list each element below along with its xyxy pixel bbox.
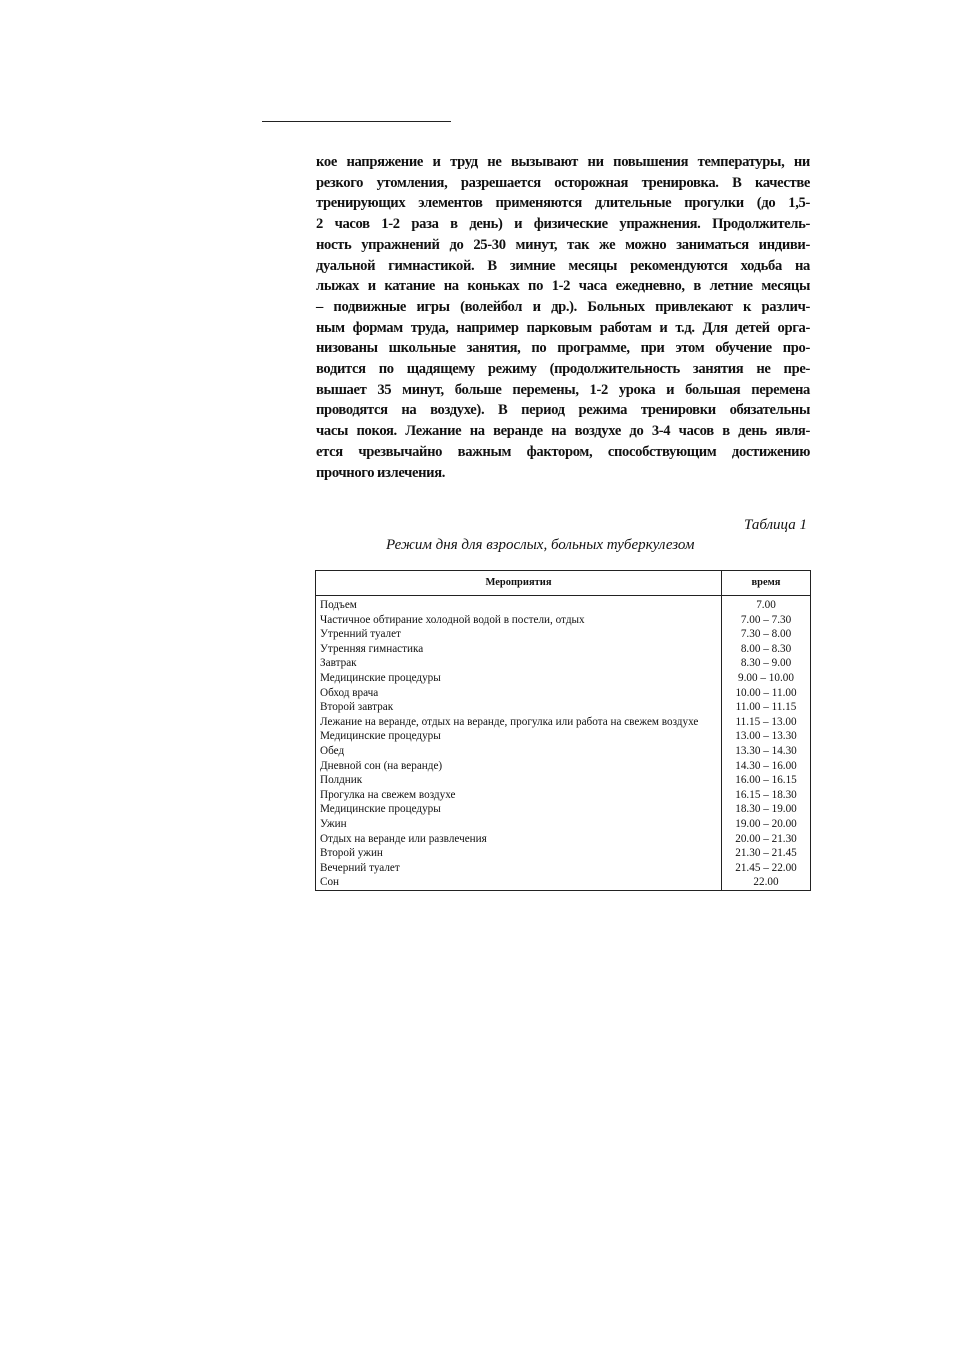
- time-cell: 22.00: [722, 875, 811, 890]
- activity-cell: Подъем: [316, 596, 722, 613]
- body-line: кое напряжение и труд не вызывают ни повышения температуры, ни: [316, 154, 810, 170]
- time-cell: 8.30 – 9.00: [722, 656, 811, 671]
- time-cell: 11.15 – 13.00: [722, 715, 811, 730]
- time-cell: 18.30 – 19.00: [722, 802, 811, 817]
- table-number-label: Таблица 1: [744, 517, 807, 533]
- table-row: [316, 671, 811, 686]
- table-row: [316, 656, 811, 671]
- table-header-row: [316, 571, 811, 596]
- table-row: [316, 700, 811, 715]
- time-cell: 21.30 – 21.45: [722, 846, 811, 861]
- time-cell: 16.15 – 18.30: [722, 788, 811, 803]
- activity-cell: Медицинские процедуры: [316, 671, 722, 686]
- body-line: тренирующих элементов применяются длительные прогулки (до 1,5-: [316, 195, 810, 212]
- table-row: [316, 715, 811, 730]
- table-row: [316, 788, 811, 803]
- footnote-rule: [262, 121, 451, 122]
- body-line: ность упражнений до 25-30 минут, так же можно заниматься индиви-: [316, 236, 810, 253]
- table-row: [316, 642, 811, 657]
- activity-cell: Обед: [316, 744, 722, 759]
- body-line: 2 часов 1-2 раза в день) и физические упражнения. Продолжитель-: [316, 216, 810, 233]
- activity-cell: Ужин: [316, 817, 722, 832]
- activity-cell: Сон: [316, 875, 722, 890]
- activity-cell: Обход врача: [316, 686, 722, 701]
- time-cell: 7.00: [722, 596, 811, 613]
- table-row: [316, 596, 811, 613]
- table-caption: Режим дня для взрослых, больных туберкулезом: [386, 537, 695, 553]
- activity-cell: [316, 715, 722, 730]
- table-row: [316, 613, 811, 628]
- table-row: [316, 759, 811, 774]
- body-line: вышает 35 минут, больше перемены, 1-2 урока и большая перемена: [316, 381, 810, 398]
- table-row: [316, 846, 811, 861]
- body-line: проводятся на воздухе). В период режима тренировки обязательны: [316, 402, 810, 419]
- time-cell: 21.45 – 22.00: [722, 861, 811, 876]
- time-cell: 7.00 – 7.30: [722, 613, 811, 628]
- body-line: лыжах и катание на коньках по 1-2 часа ежедневно, в летние месяцы: [316, 278, 810, 295]
- time-cell: 16.00 – 16.15: [722, 773, 811, 788]
- time-cell: 9.00 – 10.00: [722, 671, 811, 686]
- daily-schedule-table: [315, 570, 811, 891]
- header-activities: Мероприятия: [316, 571, 722, 596]
- body-line: прочного излечения.: [316, 464, 446, 481]
- activity-cell: Частичное обтирание холодной водой в постели, отдых: [316, 613, 722, 628]
- time-cell: 7.30 – 8.00: [722, 627, 811, 642]
- time-cell: 13.00 – 13.30: [722, 729, 811, 744]
- activity-cell: Отдых на веранде или развлечения: [316, 832, 722, 847]
- header-time: время: [722, 571, 811, 596]
- body-paragraph: [316, 152, 810, 483]
- table-row: [316, 875, 811, 890]
- time-cell: 14.30 – 16.00: [722, 759, 811, 774]
- body-line: низованы школьные занятия, по программе, при этом обучение про-: [316, 340, 810, 357]
- body-line: водится по щадящему режиму (продолжительность занятия не пре-: [316, 361, 810, 378]
- activity-cell: Медицинские процедуры: [316, 802, 722, 817]
- table-row: [316, 729, 811, 744]
- body-line: ным формам труда, например парковым работам и т.д. Для детей орга-: [316, 319, 810, 336]
- activity-cell: Полдник: [316, 773, 722, 788]
- activity-cell: Второй ужин: [316, 846, 722, 861]
- time-cell: 11.00 – 11.15: [722, 700, 811, 715]
- time-cell: 19.00 – 20.00: [722, 817, 811, 832]
- activity-cell: Вечерний туалет: [316, 861, 722, 876]
- activity-cell: Завтрак: [316, 656, 722, 671]
- table-row: [316, 832, 811, 847]
- activity-cell-text: Лежание на веранде, отдых на веранде, прогулка или работа на свежем воздухе: [320, 715, 699, 728]
- time-cell: 10.00 – 11.00: [722, 686, 811, 701]
- table-row: [316, 686, 811, 701]
- body-line: – подвижные игры (волейбол и др.). Больных привлекают к различ-: [316, 298, 810, 315]
- table-row: [316, 861, 811, 876]
- activity-cell: Утренний туалет: [316, 627, 722, 642]
- time-cell: 8.00 – 8.30: [722, 642, 811, 657]
- time-cell: 13.30 – 14.30: [722, 744, 811, 759]
- body-line: резкого утомления, разрешается осторожная тренировка. В качестве: [316, 174, 810, 191]
- activity-cell: Прогулка на свежем воздухе: [316, 788, 722, 803]
- table-row: [316, 817, 811, 832]
- activity-cell: Дневной сон (на веранде): [316, 759, 722, 774]
- table-row: [316, 744, 811, 759]
- activity-cell: Второй завтрак: [316, 700, 722, 715]
- table-row: [316, 627, 811, 642]
- body-line: ется чрезвычайно важным фактором, способствующим достижению: [316, 443, 810, 460]
- body-line: дуальной гимнастикой. В зимние месяцы рекомендуются ходьба на: [316, 257, 810, 274]
- time-cell: 20.00 – 21.30: [722, 832, 811, 847]
- activity-cell: Медицинские процедуры: [316, 729, 722, 744]
- body-line: часы покоя. Лежание на веранде на воздухе до 3-4 часов в день явля-: [316, 423, 810, 440]
- table-row: [316, 802, 811, 817]
- activity-cell: Утренняя гимнастика: [316, 642, 722, 657]
- table-row: [316, 773, 811, 788]
